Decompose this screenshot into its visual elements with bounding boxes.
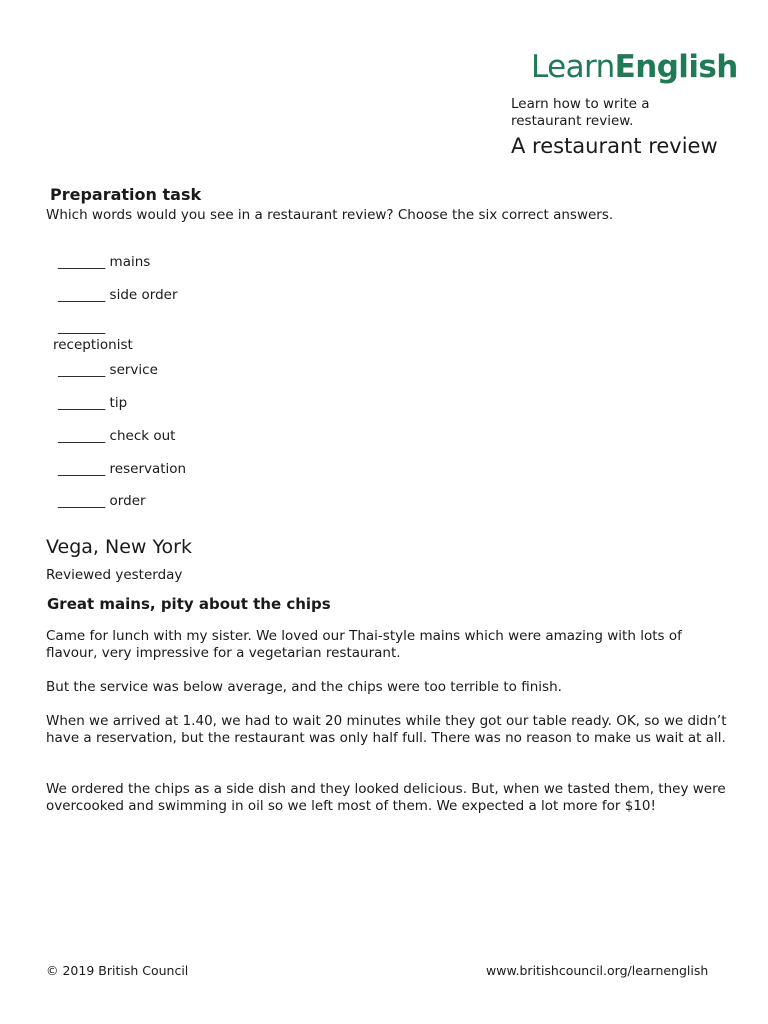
page-title: A restaurant review [511, 134, 718, 158]
option-label: side order [109, 287, 178, 303]
answer-blank: _______ [58, 319, 106, 335]
option-order [58, 492, 146, 510]
logo-english: English [614, 49, 738, 85]
option-reservation [58, 460, 186, 478]
review-paragraph: We ordered the chips as a side dish and they looked delicious. But, when we tasted them, they were overcooked and swimming in oil so we left most of them. We expected a lot more for $10! [46, 781, 726, 814]
option-label: mains [109, 254, 151, 270]
review-paragraph: But the service was below average, and the chips were too terrible to finish. [46, 679, 562, 695]
preparation-instruction: Which words would you see in a restaurant review? Choose the six correct answers. [46, 207, 614, 223]
answer-blank: _______ [58, 493, 106, 509]
answer-blank: _______ [58, 362, 106, 378]
option-label: check out [109, 428, 176, 444]
answer-blank: _______ [58, 287, 106, 303]
option-label: order [109, 493, 146, 509]
answer-blank: _______ [58, 395, 106, 411]
option-mains [58, 253, 150, 271]
preparation-heading: Preparation task [50, 185, 202, 204]
option-label: tip [109, 395, 128, 411]
option-check-out [58, 427, 175, 445]
lesson-subtitle: Learn how to write a restaurant review. [511, 96, 650, 129]
review-paragraph: Came for lunch with my sister. We loved our Thai-style mains which were amazing with lots of flavour, very impressive for a vegetarian restaurant. [46, 628, 682, 661]
option-label: service [109, 362, 158, 378]
logo-learn: Learn [531, 49, 615, 85]
option-receptionist [53, 336, 133, 354]
review-date: Reviewed yesterday [46, 567, 183, 583]
option-side-order [58, 286, 178, 304]
answer-blank: _______ [58, 461, 106, 477]
learnenglish-logo [531, 48, 738, 86]
answer-blank: _______ [58, 254, 106, 270]
option-label: receptionist [53, 337, 133, 353]
copyright-text: © 2019 British Council [46, 963, 189, 978]
answer-blank: _______ [58, 428, 106, 444]
review-paragraph: When we arrived at 1.40, we had to wait 20 minutes while they got our table ready. OK, so we didn’t have a reservation, but the restaurant was only half full. There was no reason to make us wait at all. [46, 713, 727, 746]
footer-url: www.britishcouncil.org/learnenglish [486, 963, 709, 978]
option-label: reservation [109, 461, 187, 477]
review-heading: Great mains, pity about the chips [47, 595, 331, 613]
option-tip [58, 394, 127, 412]
review-title: Vega, New York [46, 536, 192, 558]
option-service [58, 361, 158, 379]
option-receptionist-blank [58, 318, 105, 336]
